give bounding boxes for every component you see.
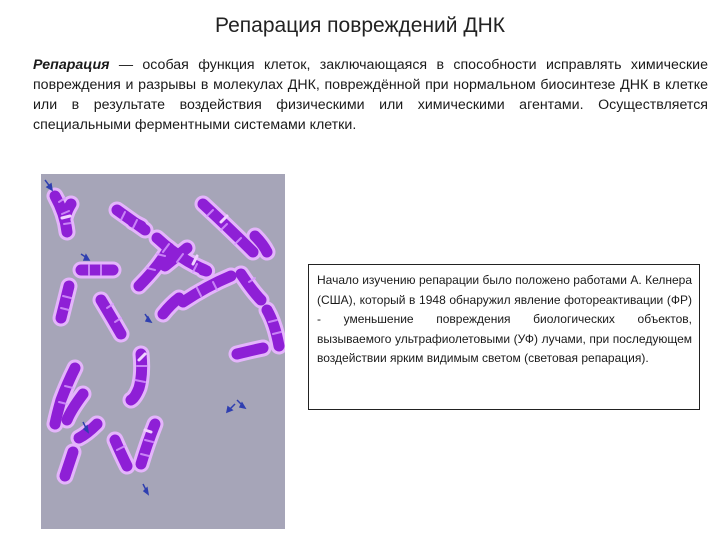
history-note-box <box>308 264 700 410</box>
intro-term: Репарация <box>33 57 110 73</box>
intro-text: — особая функция клеток, заключающаяся в способности исправлять химические повреждения и разрывы в молекулах ДНК, повреждённой при нормальном биосинтезе ДНК в клетке или в результате воздействия физическими или химическими агентами. Осуществляется специальными ферментными системами клетки. <box>33 57 708 133</box>
history-note-text: Начало изучению репарации было положено работами А. Келнера (США), который в 1948 обнаружил явление фотореактивации (ФР) - уменьшение повреждения биологических объектов, вызываемого ультрафиолетовыми (УФ) лучами, при последующем воздействии ярким видимым светом (световая репарация). <box>317 273 692 365</box>
chromosome-illustration <box>41 174 285 529</box>
slide-title: Репарация повреждений ДНК <box>215 14 505 37</box>
intro-paragraph <box>33 55 708 135</box>
chromosome-micrograph <box>41 174 285 529</box>
